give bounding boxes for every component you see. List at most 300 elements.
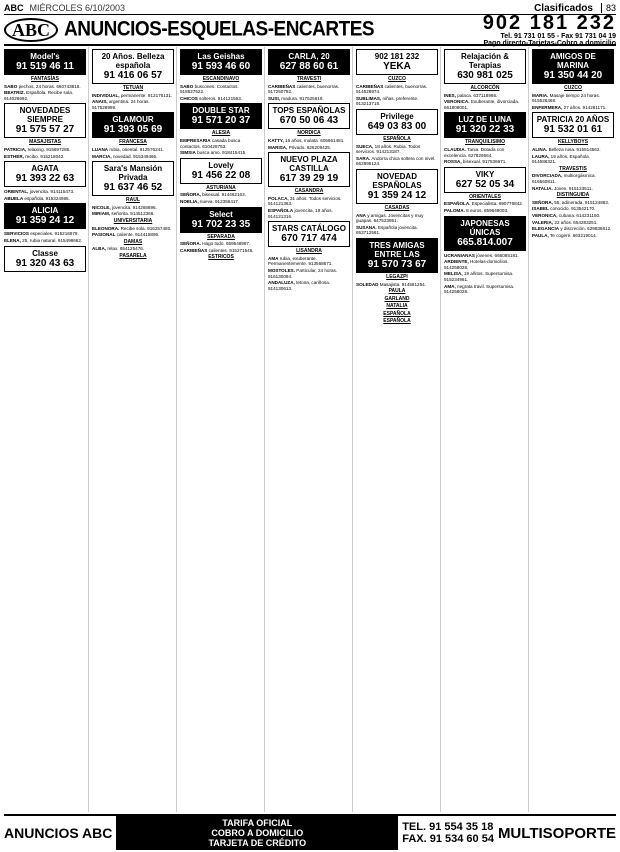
- footer-tariff: [116, 816, 398, 850]
- classified-item: [180, 248, 262, 254]
- ad-title: Las Geishas: [197, 52, 245, 61]
- ad-title: Lovely: [208, 160, 234, 170]
- classified-text: 19 añitos. Supersumisa. 915234961.: [444, 271, 514, 282]
- category-heading: DISTINGUIDA: [556, 192, 590, 199]
- classified-text: Masajista. 914581254.: [379, 281, 426, 287]
- ad-phone: 627 52 05 34: [455, 178, 515, 190]
- classified-name: SUECA,: [356, 143, 374, 149]
- classified-name: LAURA,: [532, 153, 550, 159]
- classified-item: [444, 147, 526, 158]
- classified-text: señorita. 914512366.: [111, 211, 155, 217]
- classified-text: Masaje tiempo 24 horas. 915526468.: [532, 92, 600, 104]
- classified-item: [4, 154, 86, 160]
- classified-item: [180, 138, 262, 149]
- ad-phone: 91 456 22 08: [191, 169, 251, 181]
- classified-item: [356, 213, 438, 224]
- display-ad: [356, 169, 438, 204]
- classified-name: ORIENTAL,: [4, 189, 29, 195]
- classified-text: 55, adinerada. 915124863.: [554, 199, 610, 205]
- category-heading: TRAVESTIS: [559, 165, 587, 172]
- display-ad: [4, 49, 86, 75]
- footer-line-1: TARIFA OFICIAL: [222, 818, 293, 828]
- classified-item: [4, 196, 86, 202]
- display-ad: [4, 246, 86, 272]
- classified-text: especiales. 915216979.: [30, 231, 79, 237]
- footer-line-3: TARJETA DE CRÉDITO: [208, 838, 307, 848]
- classified-name: ENFERMERA,: [532, 104, 563, 110]
- classified-text: recibo. 915218042.: [25, 153, 65, 159]
- footer-fax: FAX. 91 534 60 54: [402, 833, 494, 845]
- classified-text: Exuberante, divorciada. 661808001.: [444, 99, 520, 110]
- classified-text: argentina. 24 horas. 917526999.: [92, 99, 150, 110]
- category-heading: FANTASÍAS: [31, 76, 59, 82]
- banner-phone-block: [483, 13, 616, 47]
- footer-multisoporte: MULTISOPORTE: [497, 824, 616, 842]
- display-ad: [4, 161, 86, 187]
- classified-text: Hago todo. 659548987.: [202, 241, 251, 247]
- ad-title: LUZ DE LUNA: [458, 115, 512, 125]
- classified-item: [532, 154, 614, 165]
- classified-name: ANDALUZA,: [268, 280, 295, 286]
- classified-name: PASIONAL: [92, 232, 116, 238]
- classified-name: ALINA.: [532, 146, 548, 152]
- classified-item: [356, 282, 438, 288]
- classified-item: [444, 208, 526, 214]
- classified-name: ESPAÑOLA: [268, 207, 294, 213]
- category-heading: DAMAS: [123, 238, 143, 245]
- classified-name: SUBLIMAS,: [356, 95, 382, 101]
- ad-phone: 617 39 29 19: [279, 173, 339, 185]
- classified-name: PAULA,: [532, 232, 549, 238]
- classified-name: PATRICIA,: [4, 146, 27, 152]
- classified-text: palaca. 637118966.: [457, 92, 498, 98]
- classified-item: [356, 84, 438, 95]
- classified-name: AMA: [268, 255, 279, 261]
- display-ad: [92, 112, 174, 138]
- display-ad: [180, 103, 262, 129]
- classified-text: calientes, buenorras. 917250782.: [268, 83, 340, 95]
- classified-text: negrata travil. Supersumisa. 914258028.: [444, 283, 515, 295]
- ad-title: NUEVO PLAZA CASTILLA: [280, 155, 338, 174]
- ad-phone: 91 532 01 61: [543, 124, 603, 136]
- classified-text: tetona, cariñosa. 914130613.: [268, 280, 331, 291]
- classified-name: LUANA: [92, 146, 109, 152]
- classified-name: NOELIA,: [180, 198, 199, 204]
- ad-title: 902 181 232: [374, 52, 420, 61]
- classified-text: relaxing. 915697285.: [27, 146, 71, 152]
- classified-name: MIRIAM,: [92, 211, 111, 217]
- display-ad: [444, 216, 526, 251]
- classified-name: NATALIA.: [532, 185, 553, 191]
- ad-title: VIKY: [475, 169, 495, 179]
- classified-text: bisexual. 914462163.: [202, 192, 246, 198]
- display-ad: [444, 49, 526, 84]
- display-ad: [356, 238, 438, 273]
- ad-title: 20 Años. Belleza española: [101, 52, 165, 70]
- classified-name: SOLEDAD: [356, 281, 379, 287]
- category-heading: CUZCO: [564, 85, 582, 91]
- classified-name: ARDIENTE,: [444, 259, 469, 265]
- classified-name: VERONICA,: [532, 212, 558, 218]
- classified-text: rubia, oriental. 912576241.: [109, 146, 165, 152]
- footer-contact: [402, 816, 494, 850]
- classified-item: [180, 192, 262, 198]
- classified-name: CARIBEÑAS: [268, 83, 296, 89]
- category-heading: TRAVESTI: [296, 76, 322, 82]
- classified-item: [532, 220, 614, 226]
- ad-phone: 91 571 20 37: [191, 115, 251, 127]
- classified-name: CHICOS: [180, 95, 198, 101]
- display-ad: [268, 152, 350, 187]
- classified-text: jovencita. 914265896.: [111, 204, 157, 210]
- classified-text: calientes. 915271545.: [208, 247, 254, 253]
- classified-name: BEATRIZ.: [4, 90, 25, 96]
- ad-title: GLAMOUR: [112, 115, 154, 125]
- classified-name: SIMSIA: [180, 150, 196, 156]
- classified-text: 8 euros. 659649003.: [466, 207, 509, 213]
- classified-name: ELENA,: [4, 237, 21, 243]
- classified-name: KATTY,: [268, 137, 284, 143]
- category-heading: ASTURIANA: [206, 184, 236, 191]
- classified-item: [532, 226, 614, 232]
- classified-name: VERONICA.: [444, 99, 470, 105]
- classified-item: [92, 232, 174, 238]
- classified-name: CARIBEÑAS: [180, 247, 208, 253]
- classified-text: 25, rubia natural. 915498662.: [22, 237, 83, 243]
- classified-text: Privado. 626209425.: [288, 144, 332, 150]
- category-heading: MASAJISTAS: [29, 139, 61, 146]
- classified-name: ESPAÑOLA.: [444, 201, 471, 207]
- classified-text: pechos, 24 horas. 660743818.: [18, 83, 81, 89]
- ad-phone: YEKA: [383, 61, 411, 72]
- classified-text: Andorra chica soltera con nivel. 662895124.: [356, 155, 436, 167]
- ad-title: Model's: [30, 52, 60, 61]
- category-heading: CASANDRA: [294, 188, 324, 195]
- classified-name: SEÑORA,: [180, 192, 201, 198]
- ad-title: NOVEDAD ESPAÑOLAS: [372, 171, 422, 190]
- category-heading: CASADAS: [384, 204, 410, 211]
- classified-item: [268, 138, 350, 144]
- classified-text: bisexual. 917536671.: [462, 159, 507, 165]
- classified-name: ESTHER,: [4, 153, 24, 159]
- category-heading: LEGAZPI: [386, 273, 408, 280]
- ad-phone: 91 575 57 27: [15, 124, 75, 136]
- ad-phone: 627 88 60 61: [279, 61, 339, 72]
- display-ad: [4, 103, 86, 138]
- ad-phone: 91 637 46 52: [103, 182, 163, 194]
- classified-text: permanente. 913176131.: [120, 92, 173, 98]
- classified-item: [356, 96, 438, 107]
- classified-item: [444, 284, 526, 295]
- classified-text: calientes, buenorras. 914528974.: [356, 83, 428, 95]
- classified-item: [4, 238, 86, 244]
- ad-phone: 91 702 23 35: [191, 218, 251, 230]
- classified-item: [532, 147, 614, 153]
- classified-text: Te cogeré. 663219014.: [549, 232, 597, 238]
- classified-item: [444, 93, 526, 99]
- column: [444, 47, 529, 812]
- ad-phone: 91 359 24 12: [15, 215, 75, 227]
- classified-name: ELEGANCIA: [532, 226, 560, 232]
- classified-name: UCRANIANAS: [444, 252, 475, 258]
- classified-item: [92, 93, 174, 99]
- display-ad: [268, 221, 350, 247]
- banner-phone-sub2: Pago directo-Tarjetas-Cobro a domicilio: [483, 40, 616, 47]
- classified-item: [268, 196, 350, 207]
- classified-text: 16 años, mulata. 605661481.: [285, 137, 345, 143]
- classified-name: ROSSA,: [444, 159, 462, 165]
- classified-text: jóvenes. 666085181.: [476, 252, 519, 258]
- classified-text: Recibe sola. 916257480.: [120, 225, 172, 231]
- classified-name: NICOLE,: [92, 204, 111, 210]
- classified-name: SARA.: [356, 155, 371, 161]
- display-ad: [444, 167, 526, 193]
- classified-item: [268, 84, 350, 95]
- category-heading: CUZCO: [388, 76, 406, 82]
- classified-item: [444, 253, 526, 259]
- classified-name: POLACA,: [268, 195, 289, 201]
- ad-phone: 91 416 06 57: [103, 70, 163, 81]
- ad-phone: 91 320 22 33: [455, 124, 515, 136]
- classified-name: CLAUDIA.: [444, 146, 466, 152]
- ad-phone: 91 393 05 69: [103, 124, 163, 136]
- classified-name: AMA,: [444, 283, 456, 289]
- classified-item: [532, 200, 614, 206]
- classified-name: EMPRESARIA: [180, 137, 211, 143]
- classified-item: [268, 145, 350, 151]
- classified-item: [92, 211, 174, 217]
- ad-title: CARLA, 20: [288, 52, 330, 61]
- ad-title: STARS CATÁLOGO: [272, 224, 346, 234]
- category-heading: LISANDRA: [296, 248, 322, 255]
- classified-item: [532, 186, 614, 192]
- classified-name: SERVICIOS: [4, 231, 29, 237]
- ad-title: Select: [209, 209, 233, 219]
- column: [268, 47, 353, 812]
- category-heading: NORDICA: [297, 130, 321, 137]
- section-title: Clasificados: [534, 2, 593, 14]
- ad-title: AGATA: [31, 164, 59, 174]
- category-heading: SEPARADA: [207, 233, 235, 240]
- classified-text: Especialista. 690776842.: [471, 201, 524, 207]
- display-ad: [532, 112, 614, 138]
- banner-title: ANUNCIOS-ESQUELAS-ENCARTES: [64, 17, 375, 41]
- classified-item: [532, 105, 614, 111]
- classified-text: madura. 917525619.: [281, 95, 324, 101]
- classified-item: [268, 268, 350, 279]
- classified-name: INES,: [444, 92, 456, 98]
- footer-tel: TEL. 91 554 35 18: [402, 821, 494, 833]
- classified-item: [356, 144, 438, 155]
- category-heading: ALESIA: [211, 130, 231, 137]
- classified-item: [356, 225, 438, 236]
- column: [180, 47, 265, 812]
- classified-item: [444, 99, 526, 110]
- classified-name: SUSI,: [268, 95, 280, 101]
- display-ad: [92, 161, 174, 196]
- classified-name: VALERIA,: [532, 219, 554, 225]
- footer-line-2: COBRO A DOMICILIO: [211, 828, 304, 838]
- classified-name: SEÑORA.: [180, 241, 201, 247]
- classified-text: novedad. 915349466.: [112, 153, 158, 159]
- ad-phone: 91 593 46 60: [191, 61, 251, 72]
- display-ad: [92, 49, 174, 84]
- classified-text: cubana. 614231150.: [558, 212, 601, 218]
- classified-name: SABO: [4, 83, 18, 89]
- category-heading: UNIVERSITARIA: [113, 217, 153, 224]
- category-heading: ESPAÑOLA: [383, 318, 411, 325]
- ad-phone: 649 03 83 00: [367, 120, 427, 132]
- ad-title: TOPS ESPAÑOLAS: [272, 106, 346, 116]
- column: [356, 47, 441, 812]
- ad-phone: 630 981 025: [457, 70, 513, 81]
- classified-item: [4, 189, 86, 195]
- classified-item: [180, 241, 262, 247]
- classified-item: [4, 84, 86, 90]
- classified-name: MELISA,: [444, 271, 463, 277]
- classified-name: MARIA.: [532, 92, 549, 98]
- classified-text: 31 años. Todos servicios. 914121363.: [268, 195, 342, 207]
- classified-text: caliente. 914415895.: [116, 232, 160, 238]
- ad-title: TRES AMIGAS ENTRE LAS: [369, 240, 425, 259]
- classified-text: relax. 654125476.: [107, 246, 145, 252]
- category-heading: TRANQUILISIMO: [465, 139, 505, 146]
- classified-name: CARIBEÑAS: [356, 83, 384, 89]
- classified-text: y amigas. Jovencitas y muy guapas. 647523851.: [356, 212, 424, 224]
- display-ad: [180, 207, 262, 233]
- category-heading: NATALIA: [386, 303, 408, 310]
- ad-title: Classe: [32, 248, 58, 258]
- ad-phone: 91 519 46 11: [16, 61, 74, 72]
- category-heading: ESCANDINAVO: [202, 76, 240, 82]
- category-heading: ORIENTALES: [469, 193, 501, 200]
- ad-title: DOUBLE STAR: [192, 106, 250, 116]
- ad-phone: 91 350 44 20: [543, 70, 603, 81]
- ad-phone: 91 320 43 63: [15, 257, 75, 269]
- classified-name: ANAIS,: [92, 99, 108, 105]
- abc-logo: ABC: [4, 18, 58, 42]
- display-ad: [532, 49, 614, 84]
- classified-name: ANA: [356, 212, 366, 218]
- ad-phone: 91 393 22 63: [15, 173, 75, 185]
- classified-item: [268, 256, 350, 267]
- ad-title: Sara's Mansión Privada: [103, 164, 163, 183]
- ad-title: Relajación & Terapias: [460, 52, 509, 70]
- classified-text: Española. Recibe sola. 914026692.: [4, 90, 74, 101]
- classified-text: buscones. Contactos. 918527522.: [180, 83, 239, 95]
- category-heading: PASARELA: [119, 252, 147, 259]
- classified-text: Hotelas-domicilios. 914258028.: [444, 259, 509, 270]
- ad-title: AMIGOS DE MARINA: [550, 52, 596, 70]
- display-ad: [444, 112, 526, 138]
- classified-item: [180, 96, 262, 102]
- classified-name: MARCIA,: [92, 153, 112, 159]
- classified-text: jovencita, 19 años. 914121316.: [268, 207, 333, 219]
- classified-text: jovencita. 914115473.: [29, 189, 75, 195]
- classified-text: 18 años. Rubia. Todos servicios. 914213187.: [356, 143, 421, 155]
- display-ad: [180, 49, 262, 75]
- classified-name: ALBA,: [92, 246, 107, 252]
- classified-text: Tania. Dotada con excelencia. 627829564.: [444, 146, 505, 158]
- classified-text: nueva. 912356417.: [199, 198, 240, 204]
- classified-text: Belleza rusa. 915514562.: [548, 146, 601, 152]
- classified-item: [92, 226, 174, 232]
- classified-name: PALOMA.: [444, 207, 465, 213]
- classified-text: 27 años. 914261171.: [563, 104, 607, 110]
- ad-phone: 670 50 06 43: [279, 115, 339, 127]
- page-footer: [4, 814, 616, 850]
- display-ad: [180, 158, 262, 184]
- column: [92, 47, 177, 812]
- classified-item: [356, 156, 438, 167]
- column: [4, 47, 89, 812]
- display-ad: [356, 49, 438, 75]
- category-heading: FRANCESA: [119, 139, 147, 146]
- ad-title: Privilege: [380, 111, 414, 121]
- column: [532, 47, 616, 812]
- ad-title: ALICIA: [31, 206, 59, 216]
- classified-text: Española jovencita. 653712581.: [356, 224, 418, 236]
- classified-item: [268, 280, 350, 291]
- classified-text: solteros. 914121563.: [199, 95, 243, 101]
- classified-item: [444, 259, 526, 270]
- classified-item: [444, 159, 526, 165]
- category-heading: ESPAÑOLA: [383, 310, 411, 317]
- classified-text: rubia, exuberante. Permanentemente. 913568671.: [268, 255, 333, 267]
- classified-name: ABUELA: [4, 195, 24, 201]
- ad-phone: 670 717 474: [281, 233, 337, 245]
- ad-title: NOVEDADES SIEMPRE: [19, 106, 71, 125]
- classified-name: SUSANA.: [356, 224, 377, 230]
- display-ad: [268, 49, 350, 75]
- ad-phone: 91 570 73 67: [367, 258, 427, 270]
- classified-item: [180, 199, 262, 205]
- classified-item: [532, 93, 614, 104]
- classified-name: INDIVIDUAL,: [92, 92, 120, 98]
- category-heading: ALCORCÓN: [470, 85, 500, 91]
- classified-name: SABO: [180, 83, 194, 89]
- classified-text: casada busca contactos. 610428753.: [180, 137, 241, 149]
- classified-text: y discreción. 629836812.: [560, 226, 612, 232]
- ad-phone: 91 359 24 12: [367, 189, 427, 201]
- category-heading: KELLYBOYS: [557, 139, 589, 146]
- classified-item: [532, 233, 614, 239]
- brand: ABC: [4, 3, 24, 13]
- category-heading: TETUAN: [122, 85, 144, 91]
- classified-text: conocido. 913542170.: [550, 206, 596, 212]
- footer-brand: ANUNCIOS ABC: [4, 825, 113, 841]
- classified-item: [268, 96, 350, 102]
- classified-item: [4, 147, 86, 153]
- page-number: 83: [601, 3, 616, 13]
- classified-text: 22 años. 654283251.: [554, 219, 598, 225]
- classified-item: [444, 201, 526, 207]
- classified-item: [532, 173, 614, 184]
- classified-item: [92, 147, 174, 153]
- classified-text: multiorgásmica. 616560811.: [532, 173, 596, 184]
- classified-name: MARISA,: [268, 144, 288, 150]
- classified-item: [92, 205, 174, 211]
- classified-item: [4, 231, 86, 237]
- classified-name: ELEONORA.: [92, 225, 120, 231]
- category-heading: PAULA: [388, 288, 406, 295]
- category-heading: ESPAÑOLA: [383, 135, 411, 142]
- classified-item: [92, 99, 174, 110]
- ad-phone: 665.814.007: [457, 236, 513, 248]
- banner-phone: 902 181 232: [482, 12, 616, 34]
- classified-text: busca amo. 918415415.: [197, 150, 247, 156]
- display-ad: [4, 203, 86, 229]
